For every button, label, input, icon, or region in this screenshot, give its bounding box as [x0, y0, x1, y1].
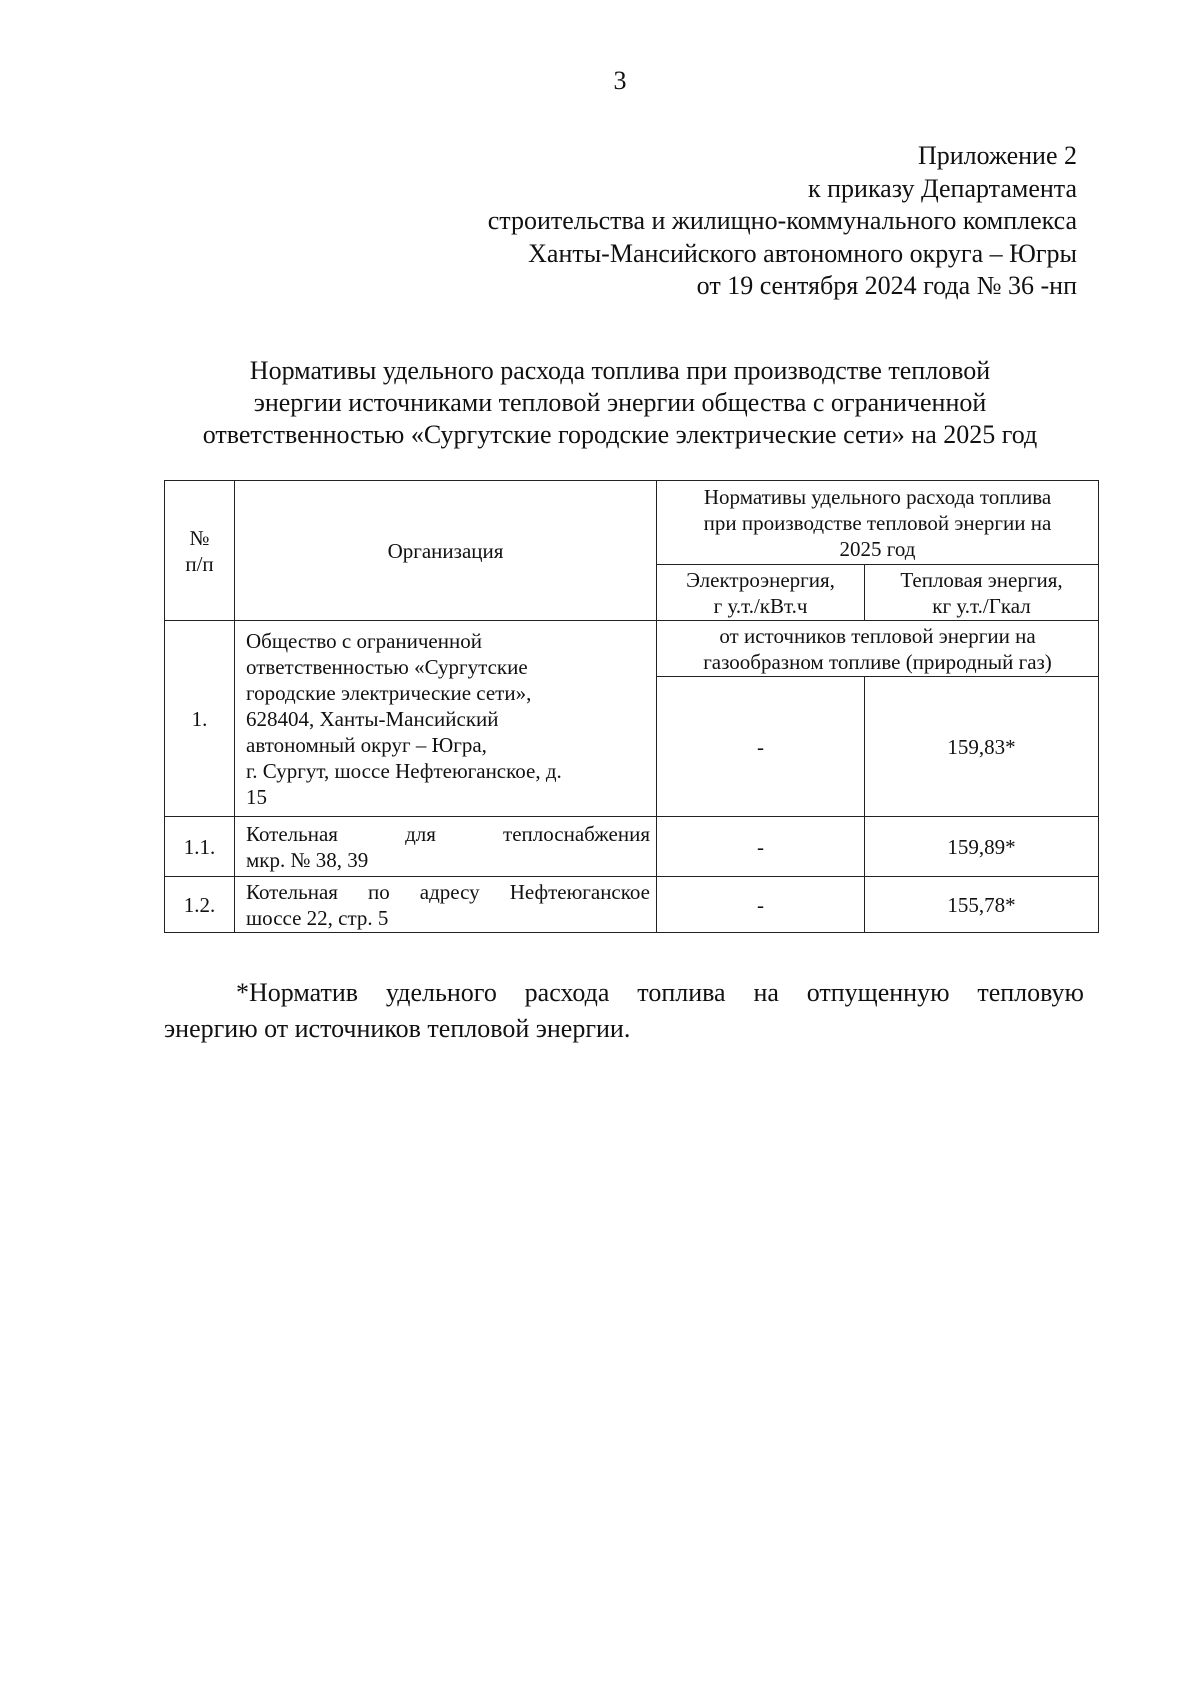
page-number: 3 [613, 66, 627, 95]
heat-value: 155,78* [865, 877, 1099, 933]
appendix-line: Ханты-Мансийского автономного округа – Югры [528, 238, 1077, 268]
row-organization: Котельная для теплоснабжения мкр. № 38, 39 [235, 817, 657, 877]
appendix-line: от 19 сентября 2024 года № 36 -нп [696, 271, 1077, 300]
footnote: *Норматив удельного расхода топлива на отпущенную тепловую энергию от источников тепловой энергии. [164, 975, 1084, 1047]
footnote-line: энергию от источников тепловой энергии. [164, 1014, 631, 1043]
electricity-value: - [657, 677, 865, 817]
electricity-value: - [657, 817, 865, 877]
appendix-line: строительства и жилищно-коммунального комплекса [487, 206, 1077, 235]
header-number-cell: № п/п [165, 481, 235, 621]
row-organization: Котельная по адресу Нефтеюганское шоссе 22, стр. 5 [235, 877, 657, 933]
title-line: ответственностью «Сургутские городские электрические сети» на 2025 год [202, 420, 1038, 449]
row-organization: Общество с ограниченной ответственностью «Сургутские городские электрические сети», 628404, Ханты-Мансийский автономный округ – Югра, г. Сургут, шоссе Нефтеюганское, д. 15 [235, 621, 657, 817]
header-organization-cell: Организация [235, 481, 657, 621]
header-norms-cell: Нормативы удельного расхода топлива при производстве тепловой энергии на 2025 год [657, 481, 1099, 565]
row-number: 1.1. [165, 817, 235, 877]
title-line: Нормативы удельного расхода топлива при производстве тепловой [249, 356, 991, 385]
document-title [150, 355, 1090, 451]
appendix-line: к приказу Департамента [807, 173, 1077, 203]
header-electricity-cell: Электроэнергия, г у.т./кВт.ч [657, 565, 865, 621]
appendix-header [488, 140, 1077, 303]
heat-value: 159,83* [865, 677, 1099, 817]
appendix-line: Приложение 2 [917, 141, 1077, 170]
header-heat-cell: Тепловая энергия, кг у.т./Гкал [865, 565, 1099, 621]
electricity-value: - [657, 877, 865, 933]
norms-table [164, 480, 1099, 933]
row-number: 1. [165, 621, 235, 817]
heat-value: 159,89* [865, 817, 1099, 877]
fuel-type-cell: от источников тепловой энергии на газообразном топливе (природный газ) [657, 621, 1099, 677]
row-number: 1.2. [165, 877, 235, 933]
title-line: энергии источниками тепловой энергии общества с ограниченной [253, 388, 987, 417]
